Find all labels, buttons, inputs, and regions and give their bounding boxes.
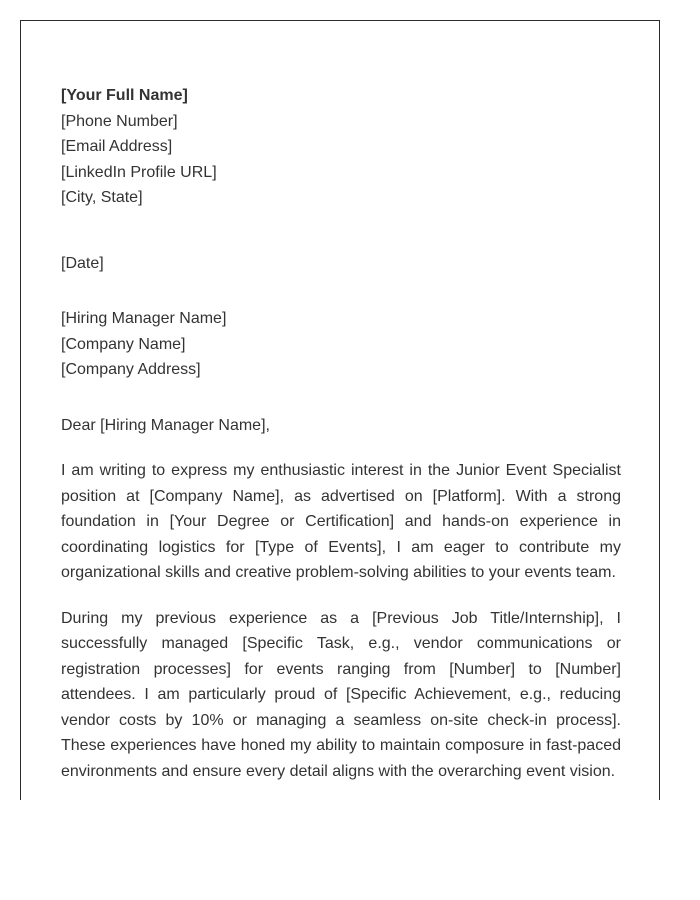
letter-content	[61, 83, 621, 784]
sender-linkedin: [LinkedIn Profile URL]	[61, 163, 217, 181]
letter-page	[20, 20, 660, 800]
recipient-block	[61, 306, 621, 383]
sender-email: [Email Address]	[61, 138, 173, 155]
date-block	[61, 251, 621, 277]
body-paragraph-1: I am writing to express my enthusiastic interest in the Junior Event Specialist position at [Company Name], as advertised on [Platform]. With a strong foundation in [Your Degree or Certification] and hands-on experience in coordinating logistics for [Type of Events], I am eager to contribute my organizational skills and creative problem-solving abilities to your events team.	[61, 462, 621, 581]
body-paragraph-2: During my previous experience as a [Previous Job Title/Internship], I successfully managed [Specific Task, e.g., vendor communications or registration processes] for events ranging from [Number] to [Number] attendees. I am particularly proud of [Specific Achievement, e.g., reducing vendor costs by 10% or managing a seamless on-site check-in process]. These experiences have honed my ability to maintain composure in fast-paced environments and ensure every detail aligns with the overarching event vision.	[61, 609, 621, 780]
sender-location: [City, State]	[61, 189, 143, 206]
salutation-block	[61, 413, 621, 439]
sender-phone: [Phone Number]	[61, 112, 178, 130]
sender-name: [Your Full Name]	[61, 87, 188, 104]
salutation: Dear [Hiring Manager Name],	[61, 416, 270, 434]
sender-contact-block	[61, 83, 621, 211]
recipient-company: [Company Name]	[61, 335, 186, 353]
letter-date: [Date]	[61, 254, 104, 272]
recipient-manager: [Hiring Manager Name]	[61, 310, 227, 327]
recipient-address: [Company Address]	[61, 361, 201, 378]
